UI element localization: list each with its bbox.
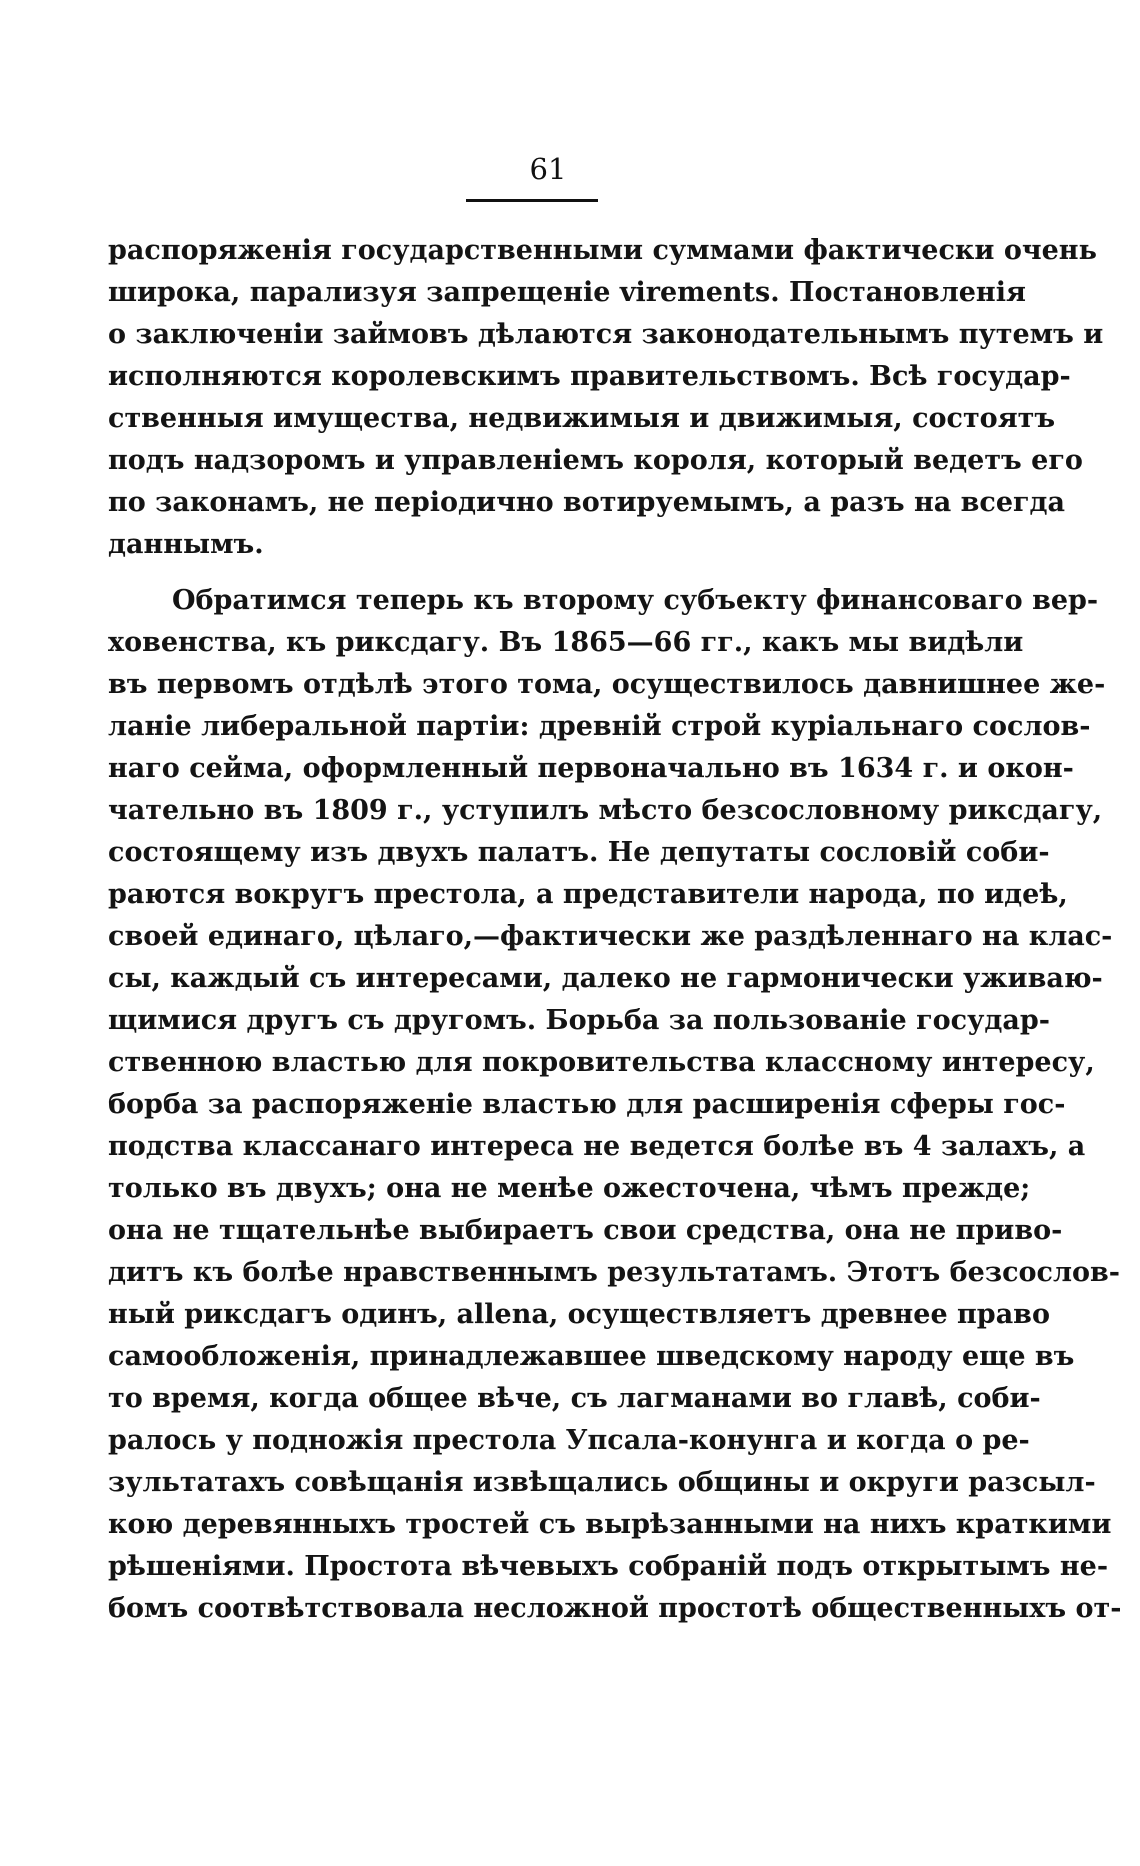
text-line: подства классанаго интереса не ведется болѣе въ 4 залахъ, а <box>108 1131 1086 1162</box>
text-line: только въ двухъ; она не менѣе ожесточена, чѣмъ прежде; <box>108 1173 1031 1204</box>
text-line: ховенства, къ риксдагу. Въ 1865—66 гг., какъ мы видѣли <box>108 627 1024 658</box>
text-line: подъ надзоромъ и управленіемъ короля, который ведетъ его <box>108 445 1083 476</box>
text-line: щимися другъ съ другомъ. Борьба за пользованіе государ- <box>108 1005 1050 1036</box>
page-number: 61 <box>529 152 567 186</box>
paragraph-gap <box>108 566 963 580</box>
text-line: ственною властью для покровительства классному интересу, <box>108 1047 1095 1078</box>
text-line: по законамъ, не періодично вотируемымъ, а разъ на всегда <box>108 487 1066 518</box>
text-line: рѣшеніями. Простота вѣчевыхъ собраній подъ открытымъ не- <box>108 1551 1109 1582</box>
text-line: кою деревянныхъ тростей съ вырѣзанными на нихъ краткими <box>108 1509 1112 1540</box>
text-line: широка, парализуя запрещеніе virements. Постановленія <box>108 277 1026 308</box>
text-line: бомъ соотвѣтствовала несложной простотѣ общественныхъ от- <box>108 1593 1122 1624</box>
paragraph-1 <box>108 230 1104 566</box>
text-line: самообложенія, принадлежавшее шведскому народу еще въ <box>108 1341 1075 1372</box>
text-line: чательно въ 1809 г., уступилъ мѣсто безсословному риксдагу, <box>108 795 1103 826</box>
text-line: ственныя имущества, недвижимыя и движимыя, состоятъ <box>108 403 1056 434</box>
body-text <box>108 230 1122 1630</box>
text-line: распоряженія государственными суммами фактически очень <box>108 235 1097 266</box>
text-line: даннымъ. <box>108 529 264 560</box>
text-line: ный риксдагъ одинъ, allena, осуществляетъ древнее право <box>108 1299 1050 1330</box>
text-line: ралось у подножія престола Упсала-конунга и когда о ре- <box>108 1425 1030 1456</box>
paragraph-2 <box>108 580 1122 1630</box>
text-line: исполняются королевскимъ правительствомъ. Всѣ государ- <box>108 361 1071 392</box>
text-line: то время, когда общее вѣче, съ лагманами во главѣ, соби- <box>108 1383 1041 1414</box>
text-line: своей единаго, цѣлаго,—фактически же раздѣленнаго на клас- <box>108 921 1113 952</box>
text-line: дитъ къ болѣе нравственнымъ результатамъ. Этотъ безсослов- <box>108 1257 1120 1288</box>
text-line: она не тщательнѣе выбираетъ свои средства, она не приво- <box>108 1215 1063 1246</box>
text-line: состоящему изъ двухъ палатъ. Не депутаты сословій соби- <box>108 837 1050 868</box>
text-line: ланіе либеральной партіи: древній строй куріальнаго сослов- <box>108 711 1091 742</box>
text-line: раются вокругъ престола, а представители народа, по идеѣ, <box>108 879 1068 910</box>
text-line: сы, каждый съ интересами, далеко не гармонически уживаю- <box>108 963 1103 994</box>
text-line: о заключеніи займовъ дѣлаются законодательнымъ путемъ и <box>108 319 1104 350</box>
text-line: Обратимся теперь къ второму субъекту финансоваго вер- <box>172 585 1099 616</box>
page-number-rule <box>466 199 598 202</box>
text-line: въ первомъ отдѣлѣ этого тома, осуществилось давнишнее же- <box>108 669 1106 700</box>
text-line: борба за распоряженіе властью для расширенія сферы гос- <box>108 1089 1066 1120</box>
text-line: наго сейма, оформленный первоначально въ 1634 г. и окон- <box>108 753 1074 784</box>
text-line: зультатахъ совѣщанія извѣщались общины и округи разсыл- <box>108 1467 1096 1498</box>
